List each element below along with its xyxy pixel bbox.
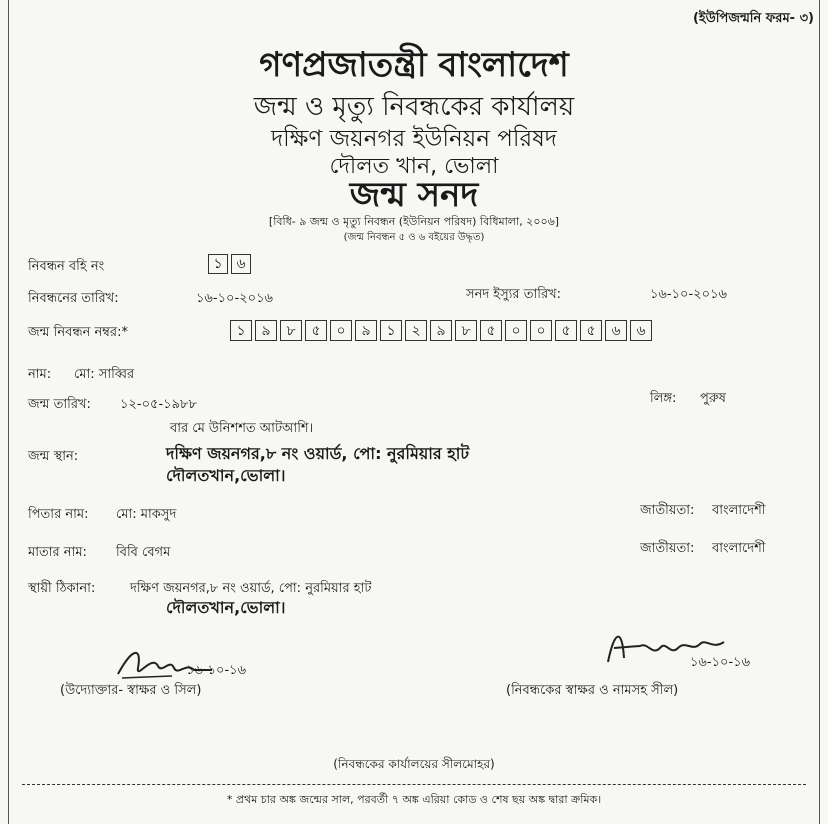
birthplace-label: জন্ম স্থান: — [28, 449, 79, 464]
address-line2: দৌলতখান,ভোলা। — [166, 598, 286, 617]
rule-subnote: (জন্ম নিবন্ধন ৫ ও ৬ বইয়ের উদ্ধৃত) — [343, 232, 485, 243]
form-id: (ইউপিজন্মনি ফরম- ৩) — [692, 11, 814, 26]
book-digit: ৬ — [231, 254, 251, 274]
dob-value: ১২-০৫-১৯৮৮ — [120, 397, 197, 412]
name-label: নাম: — [28, 367, 52, 382]
registrar-sign-label: (নিবন্ধকের স্বাক্ষর ও নামসহ সীল) — [506, 683, 679, 698]
address-label: স্থায়ী ঠিকানা: — [28, 581, 96, 596]
reg-digit: ০ — [330, 320, 352, 341]
issue-date: ১৬-১০-২০১৬ — [650, 287, 727, 302]
dob-label: জন্ম তারিখ: — [28, 397, 91, 412]
book-number-boxes — [208, 254, 254, 274]
dob-words: বার মে উনিশশত আটআশি। — [170, 421, 314, 436]
name-value: মো: সাব্বির — [74, 367, 135, 382]
reg-number-label: জন্ম নিবন্ধন নম্বর:* — [28, 325, 128, 340]
reg-digit: ০ — [505, 320, 527, 341]
sex-value: পুরুষ — [700, 391, 726, 406]
reg-digit: ২ — [405, 320, 427, 341]
footnote-divider — [22, 784, 806, 785]
footnote: * প্রথম চার অঙ্ক জন্মের সাল, পরবর্তী ৭ অঙ্ক এরিয়া কোড ও শেষ ছয় অঙ্ক দ্বারা ক্রমিক। — [226, 793, 602, 806]
reg-digit: ৫ — [555, 320, 577, 341]
seal-label: (নিবন্ধকের কার্যালয়ের সীলমোহর) — [333, 757, 495, 771]
right-sign-date: ১৬-১০-১৬ — [690, 655, 751, 670]
birthplace-line1: দক্ষিণ জয়নগর,৮ নং ওয়ার্ড, পো: নুরমিয়ার হাট — [166, 444, 470, 463]
father-label: পিতার নাম: — [28, 507, 89, 522]
reg-digit: ৯ — [255, 320, 277, 341]
reg-digit: ৯ — [430, 320, 452, 341]
rule-reference: [বিধি- ৯ জন্ম ও মৃত্যু নিবন্ধন (ইউনিয়ন পরিষদ) বিধিমালা, ২০০৬] — [268, 215, 560, 228]
issue-date-label: সনদ ইস্যুর তারিখ: — [466, 287, 562, 302]
mother-nationality-label: জাতীয়তা: — [640, 541, 695, 556]
father-value: মো: মাকসুদ — [116, 507, 177, 522]
reg-digit: ৫ — [580, 320, 602, 341]
reg-date: ১৬-১০-২০১৬ — [196, 291, 273, 306]
union-heading: দক্ষিণ জয়নগর ইউনিয়ন পরিষদ — [271, 126, 557, 152]
mother-value: বিবি বেগম — [116, 545, 171, 560]
birthplace-line2: দৌলতখান,ভোলা। — [166, 466, 286, 485]
book-number-label: নিবন্ধন বহি নং — [28, 259, 105, 274]
reg-digit: ৫ — [480, 320, 502, 341]
reg-digit: ১ — [380, 320, 402, 341]
reg-number-boxes — [230, 320, 655, 341]
office-heading: জন্ম ও মৃত্যু নিবন্ধকের কার্যালয় — [253, 92, 575, 122]
reg-digit: ৮ — [455, 320, 477, 341]
father-nationality-label: জাতীয়তা: — [640, 503, 695, 518]
country-heading: গণপ্রজাতন্ত্রী বাংলাদেশ — [259, 45, 569, 85]
left-sign-date: ১৬-১০-১৬ — [186, 663, 247, 678]
father-nationality: বাংলাদেশী — [712, 503, 766, 518]
reg-digit: ০ — [530, 320, 552, 341]
entrepreneur-sign-label: (উদ্যোক্তার- স্বাক্ষর ও সিল) — [60, 683, 202, 698]
address-line1: দক্ষিণ জয়নগর,৮ নং ওয়ার্ড, পো: নুরমিয়ার হাট — [130, 581, 372, 596]
reg-digit: ১ — [230, 320, 252, 341]
paper-edge — [8, 0, 820, 824]
reg-date-label: নিবন্ধনের তারিখ: — [28, 291, 119, 306]
reg-digit: ৬ — [630, 320, 652, 341]
mother-nationality: বাংলাদেশী — [712, 541, 766, 556]
book-digit: ১ — [208, 254, 228, 274]
reg-digit: ৮ — [280, 320, 302, 341]
location-heading: দৌলত খান, ভোলা — [329, 154, 499, 179]
reg-digit: ৫ — [305, 320, 327, 341]
document-title: জন্ম সনদ — [349, 175, 479, 215]
mother-label: মাতার নাম: — [28, 545, 87, 560]
reg-digit: ৯ — [355, 320, 377, 341]
sex-label: লিঙ্গ: — [650, 391, 677, 406]
reg-digit: ৬ — [605, 320, 627, 341]
